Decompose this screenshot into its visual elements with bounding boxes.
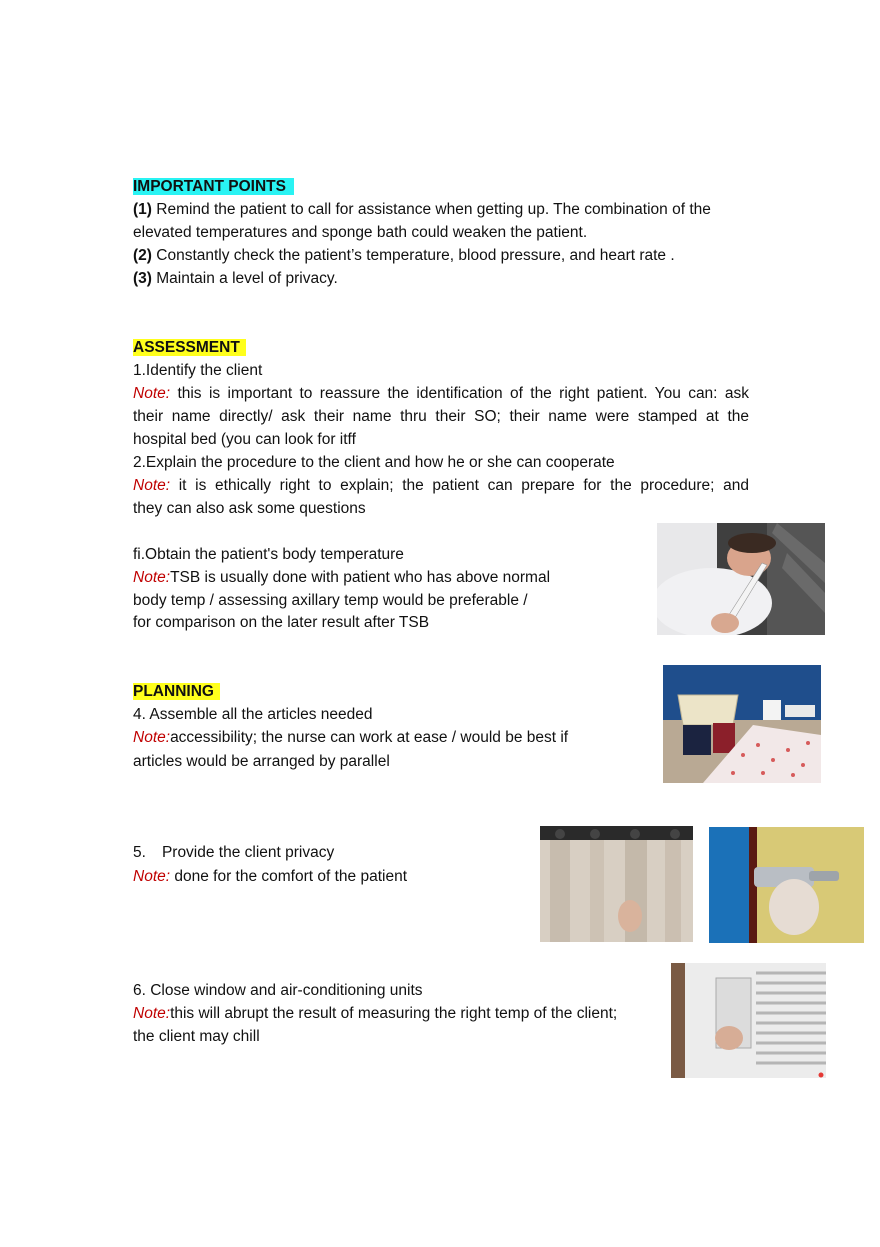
note-3-line-2: body temp / assessing axillary temp would be preferable / — [133, 592, 528, 609]
important-heading: IMPORTANT POINTS — [133, 177, 294, 197]
note-2-line-1: Note: it is ethically right to explain; the patient can prepare for the procedure; and — [133, 477, 749, 494]
note-1-line-3: hospital bed (you can look for itff — [133, 431, 356, 448]
step-6: 6. Close window and air-conditioning units — [133, 982, 423, 999]
aircon-photo — [671, 963, 826, 1078]
thermometer-photo — [657, 523, 825, 635]
important-item-1: (1) Remind the patient to call for assistance when getting up. The combination of the — [133, 201, 711, 218]
step-1: 1.Identify the client — [133, 362, 263, 379]
note-3-line-1: Note:TSB is usually done with patient who has above normal — [133, 569, 551, 586]
step-4: 4. Assemble all the articles needed — [133, 706, 373, 723]
note-1-line-2: their name directly/ ask their name thru their SO; their name were stamped at the — [133, 408, 749, 425]
note-4-line-1: Note:accessibility; the nurse can work at ease / would be best if — [133, 729, 569, 746]
note-4-line-2: articles would be arranged by parallel — [133, 753, 390, 770]
note-2-line-2: they can also ask some questions — [133, 500, 366, 517]
assessment-heading: ASSESSMENT — [133, 338, 246, 358]
note-6-line-1: Note:this will abrupt the result of measuring the right temp of the client; — [133, 1005, 618, 1022]
note-1-line-1: Note: this is important to reassure the identification of the right patient. You can: ask — [133, 385, 749, 402]
note-6-line-2: the client may chill — [133, 1028, 260, 1045]
step-5: 5. Provide the client privacy — [133, 844, 335, 861]
door-lock-photo — [709, 827, 864, 943]
planning-heading: PLANNING — [133, 682, 220, 702]
note-5: Note: done for the comfort of the patient — [133, 868, 408, 885]
important-item-3: (3) Maintain a level of privacy. — [133, 270, 338, 287]
note-3-line-3: for comparison on the later result after TSB — [133, 614, 430, 631]
step-3: fi.Obtain the patient's body temperature — [133, 546, 404, 563]
important-item-1-cont: elevated temperatures and sponge bath could weaken the patient. — [133, 224, 588, 241]
curtain-photo — [540, 826, 693, 942]
step-2: 2.Explain the procedure to the client and how he or she can cooperate — [133, 454, 615, 471]
articles-photo — [663, 665, 821, 783]
important-item-2: (2) Constantly check the patient’s temperature, blood pressure, and heart rate . — [133, 247, 675, 264]
